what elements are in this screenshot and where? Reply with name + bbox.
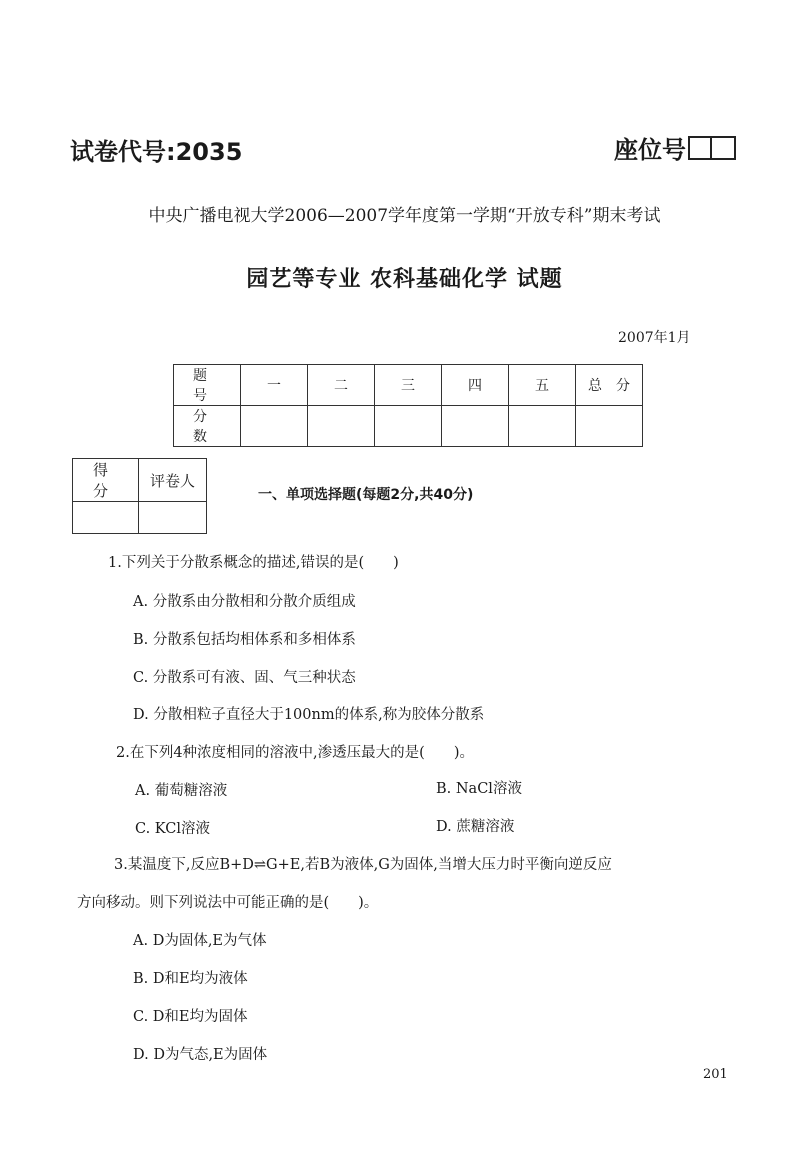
question-1-stem: 1.下列关于分散系概念的描述,错误的是( ): [108, 555, 399, 571]
question-1-option-b: B. 分散系包括均相体系和多相体系: [133, 632, 356, 648]
question-3-option-b: B. D和E均为液体: [133, 971, 248, 987]
page-number: 201: [703, 1067, 728, 1082]
question-1-option-a: A. 分散系由分散相和分散介质组成: [133, 594, 356, 610]
question-2-option-b: B. NaCl溶液: [436, 781, 522, 797]
grader-table: [72, 458, 207, 534]
question-2-option-a: A. 葡萄糖溶液: [135, 783, 228, 799]
question-3-option-d: D. D为气态,E为固体: [133, 1047, 268, 1063]
question-3-stem-line2: 方向移动。则下列说法中可能正确的是( )。: [77, 895, 379, 911]
score-input-cell: [375, 406, 442, 447]
exam-date: 2007年1月: [618, 330, 691, 346]
score-input-cell: [576, 406, 643, 447]
score-table-cell: 五: [509, 365, 576, 406]
grader-name-label: 评卷人: [139, 459, 207, 502]
question-1-option-d: D. 分散相粒子直径大于100nm的体系,称为胶体分散系: [133, 707, 485, 723]
score-table-cell: 二: [308, 365, 375, 406]
exam-header: 中央广播电视大学2006—2007学年度第一学期“开放专科”期末考试: [148, 206, 661, 226]
score-input-cell: [509, 406, 576, 447]
score-table-cell: 题 号: [174, 365, 241, 406]
question-3-stem-line1: 3.某温度下,反应B+D⇌G+E,若B为液体,G为固体,当增大压力时平衡向逆反应: [114, 857, 612, 873]
score-table: [173, 364, 643, 447]
section-title: 一、单项选择题(每题2分,共40分): [258, 487, 474, 503]
exam-title: 园艺等专业 农科基础化学 试题: [246, 267, 563, 292]
score-table-cell: 四: [442, 365, 509, 406]
seat-box: [712, 136, 736, 160]
score-table-cell: 分 数: [174, 406, 241, 447]
score-input-cell: [308, 406, 375, 447]
question-2-option-c: C. KCl溶液: [135, 821, 210, 837]
question-1-option-c: C. 分散系可有液、固、气三种状态: [133, 670, 356, 686]
score-table-cell: 一: [241, 365, 308, 406]
seat-label: 座位号: [614, 136, 686, 164]
score-table-cell: 三: [375, 365, 442, 406]
grader-score-cell: [73, 502, 139, 534]
grader-score-label: 得 分: [73, 459, 139, 502]
question-3-option-c: C. D和E均为固体: [133, 1009, 248, 1025]
grader-name-cell: [139, 502, 207, 534]
paper-code: 试卷代号:2035: [70, 138, 243, 166]
score-input-cell: [442, 406, 509, 447]
score-input-cell: [241, 406, 308, 447]
score-table-cell: 总 分: [576, 365, 643, 406]
score-table-header-row: [174, 365, 643, 406]
seat-box: [688, 136, 712, 160]
question-3-option-a: A. D为固体,E为气体: [133, 933, 267, 949]
score-table-score-row: [174, 406, 643, 447]
seat-number: [614, 130, 736, 165]
question-2-option-d: D. 蔗糖溶液: [436, 819, 515, 835]
seat-number-boxes: [688, 136, 736, 160]
question-2-stem: 2.在下列4种浓度相同的溶液中,渗透压最大的是( )。: [116, 745, 474, 761]
